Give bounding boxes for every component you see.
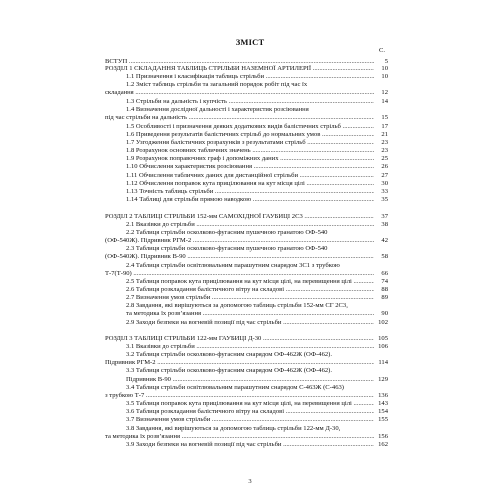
toc-entry-page: 106 xyxy=(378,343,388,350)
toc-entry xyxy=(126,376,388,384)
toc-entry xyxy=(126,343,388,351)
toc-entry-title: РОЗДІЛ 1 СКЛАДАННЯ ТАБЛИЦЬ СТРІЛЬБИ НАЗЕМНОЇ АРТИЛЕРІЇ ..... xyxy=(105,65,374,72)
toc-entry-title: (ОФ-540Ж). Підривник РГМ-2 ..... xyxy=(105,237,374,244)
toc-entry-title: 1.12 Обчислення поправок кута прицілювання на кут місця цілі ..... xyxy=(126,180,374,187)
toc-entry-title: 1.13 Точність таблиць стрільби ..... xyxy=(126,188,374,195)
toc-entry-title: 3.7 Визначення умов стрільби ..... xyxy=(126,416,374,423)
toc-entry xyxy=(126,262,388,270)
page-title: ЗМІСТ xyxy=(235,37,265,47)
toc-entry-page: 136 xyxy=(378,392,388,399)
toc-entry-title: 1.14 Таблиці для стрільби прямою наводкою ..... xyxy=(126,196,374,203)
toc-entry-title: 2.5 Таблиця поправок кута прицілювання на кут місця цілі, на перевищення цілі ..... xyxy=(126,278,374,285)
toc-entry-title: 1.1 Призначення і класифікація таблиць стрільби ..... xyxy=(126,73,374,80)
toc-entry-page: 105 xyxy=(378,335,388,342)
toc-entry-page: 5 xyxy=(384,58,388,65)
toc-entry xyxy=(126,229,388,237)
toc-entry xyxy=(126,131,388,139)
toc-entry-page: 155 xyxy=(378,416,388,423)
toc-entry xyxy=(126,73,388,81)
toc-entry-page: 21 xyxy=(381,131,388,138)
toc-entry-page: 154 xyxy=(378,408,388,415)
toc-entry xyxy=(126,81,388,89)
toc-entry xyxy=(126,302,388,310)
toc-entry-title: 1.9 Розрахунок поправочних граф і допоміжних даних ..... xyxy=(126,155,374,162)
toc-entry xyxy=(126,123,388,131)
toc-entry xyxy=(126,286,388,294)
toc-entry xyxy=(126,221,388,229)
toc-entry-title: 1.6 Приведення результатів балістичних стрільб до нормальних умов ..... xyxy=(126,131,374,138)
toc-entry xyxy=(105,392,388,400)
toc-entry-title: 1.8 Розрахунок основних табличних значень ..... xyxy=(126,147,374,154)
toc-entry-title: (ОФ-540Ж). Підривник В-90 ..... xyxy=(105,253,374,260)
toc-entry xyxy=(126,278,388,286)
toc-entry-title: складання ..... xyxy=(105,89,374,96)
toc-entry-title: під час стрільби на дальність ..... xyxy=(105,114,374,121)
toc-entry-page: 25 xyxy=(381,155,388,162)
toc-entry-page: 37 xyxy=(381,213,388,220)
toc-entry-page: 30 xyxy=(381,180,388,187)
toc-entry-page: 162 xyxy=(378,441,388,448)
toc-entry xyxy=(105,270,388,278)
toc-entry xyxy=(126,196,388,204)
toc-entry-title: та методика їх розв’язання ..... xyxy=(126,310,374,317)
toc-entry xyxy=(126,147,388,155)
toc-entry xyxy=(126,245,388,253)
toc-entry-title: 3.4 Таблиця стрільби освітлювальним парашутним снарядом С-463Ж (С-463) xyxy=(126,384,344,391)
toc-entry xyxy=(105,65,388,73)
toc-entry-title: та методика їх розв’язання ..... xyxy=(105,433,374,440)
toc-entry xyxy=(105,359,388,367)
toc-entry-page: 129 xyxy=(378,376,388,383)
toc-entry-title: 3.2 Таблиця стрільби осколково-фугасним снарядом ОФ-462Ж (ОФ-462). xyxy=(126,351,333,358)
toc-entry-page: 10 xyxy=(381,65,388,72)
toc-entry-title: 3.6 Таблиця розкладання балістичного вітру на складові ..... xyxy=(126,408,374,415)
toc-entry-page: 15 xyxy=(381,114,388,121)
toc-entry xyxy=(105,335,388,343)
toc-entry-title: РОЗДІЛ 3 ТАБЛИЦІ СТРІЛЬБИ 122-мм ГАУБИЦІ Д-30 ..... xyxy=(105,335,374,342)
toc-entry xyxy=(126,106,388,114)
toc-entry-page: 17 xyxy=(381,123,388,130)
toc-entry-title: з трубкою Т-7 ..... xyxy=(105,392,374,399)
page-number: 3 xyxy=(248,478,252,485)
toc-entry xyxy=(126,416,388,424)
toc-entry xyxy=(126,163,388,171)
toc-entry xyxy=(126,98,388,106)
toc-entry xyxy=(105,253,388,261)
toc-entry-page: 90 xyxy=(381,310,388,317)
toc-entry-title: 3.9 Заходи безпеки на вогневій позиції під час стрільби ..... xyxy=(126,441,374,448)
toc-entry xyxy=(105,237,388,245)
toc-entry-title: 3.8 Завдання, які вирішуються за допомогою таблиць стрільби 122-мм Д-30, xyxy=(126,425,341,432)
toc-entry xyxy=(126,180,388,188)
toc-entry xyxy=(126,155,388,163)
toc-entry-title: 1.4 Визначення дослідної дальності і характеристик розсіювання xyxy=(126,106,309,113)
toc-entry-page: 88 xyxy=(381,286,388,293)
toc-entry-page: 66 xyxy=(381,270,388,277)
toc-entry xyxy=(126,319,388,327)
toc-entry-page: 42 xyxy=(381,237,388,244)
toc-entry-title: 1.7 Узгодження балістичних розрахунків з результатами стрільб ..... xyxy=(126,139,374,146)
toc-entry-page: 156 xyxy=(378,433,388,440)
toc-entry-title: 1.3 Стрільби на дальність і купчість ..... xyxy=(126,98,374,105)
toc-entry-page: 12 xyxy=(381,89,388,96)
toc-entry-page: 27 xyxy=(381,172,388,179)
toc-entry-page: 33 xyxy=(381,188,388,195)
toc-entry-page: 74 xyxy=(381,278,388,285)
toc-entry xyxy=(126,425,388,433)
toc-entry-title: 2.9 Заходи безпеки на вогневій позиції під час стрільби ..... xyxy=(126,319,374,326)
toc-entry-title: 2.8 Завдання, які вирішуються за допомогою таблиць стрільби 152-мм СГ 2С3, xyxy=(126,302,348,309)
toc-entry-page: 143 xyxy=(378,400,388,407)
toc-entry-title: 3.1 Вказівки до стрільби ..... xyxy=(126,343,374,350)
toc-entry xyxy=(105,433,388,441)
toc-entry-page: 10 xyxy=(381,73,388,80)
toc-entry xyxy=(105,114,388,122)
toc-entry-title: РОЗДІЛ 2 ТАБЛИЦІ СТРІЛЬБИ 152-мм САМОХІДНОЇ ГАУБИЦІ 2С3 ..... xyxy=(105,213,374,220)
toc-entry xyxy=(126,294,388,302)
toc-entry-title: 1.2 Зміст таблиць стрільби та загальний порядок робіт під час їх xyxy=(126,81,308,88)
toc-entry-title: 2.4 Таблиця стрільби освітлювальним парашутним снарядом 3С1 з трубкою xyxy=(126,262,340,269)
toc-entry xyxy=(126,351,388,359)
toc-entry-page: 26 xyxy=(381,163,388,170)
toc-entry xyxy=(105,89,388,97)
toc-entry-title: Підривник В-90 ..... xyxy=(126,376,374,383)
toc-entry xyxy=(126,384,388,392)
toc-entry-page: 38 xyxy=(381,221,388,228)
toc-entry-page: 23 xyxy=(381,147,388,154)
toc-entry xyxy=(126,367,388,375)
toc-entry xyxy=(126,139,388,147)
toc-entry-page: 114 xyxy=(378,359,388,366)
toc-entry-page: 89 xyxy=(381,294,388,301)
toc-entry-title: 1.5 Особливості і призначення деяких додаткових видів балістичних стрільб ..... xyxy=(126,123,374,130)
toc-entry xyxy=(126,408,388,416)
toc-entry xyxy=(126,310,388,318)
toc-entry-title: Т-7(Т-90) ..... xyxy=(105,270,374,277)
page-column-header: С. xyxy=(378,47,385,54)
toc-entry xyxy=(126,400,388,408)
toc-entry-page: 35 xyxy=(381,196,388,203)
toc-entry xyxy=(126,441,388,449)
toc-entry-title: 2.6 Таблиця розкладання балістичного вітру на складові ..... xyxy=(126,286,374,293)
toc-entry-title: 2.2 Таблиця стрільби осколково-фугасним пушечною гранатою ОФ-540 xyxy=(126,229,328,236)
toc-entry-title: 1.10 Обчислення характеристик розсіювання ..... xyxy=(126,163,374,170)
toc-entry-title: 2.7 Визначення умов стрільби ..... xyxy=(126,294,374,301)
toc-entry-title: ВСТУП ..... xyxy=(105,58,374,65)
toc-entry-page: 58 xyxy=(381,253,388,260)
toc-entry-title: 3.3 Таблиця стрільби осколково-фугасним снарядом ОФ-462Ж (ОФ-462). xyxy=(126,367,333,374)
toc-entry-title: 2.1 Вказівки до стрільби ..... xyxy=(126,221,374,228)
toc-entry-page: 102 xyxy=(378,319,388,326)
toc-entry-title: 1.11 Обчислення табличних даних для дистанційної стрільби ..... xyxy=(126,172,374,179)
toc-entry-page: 14 xyxy=(381,98,388,105)
toc-entry xyxy=(126,188,388,196)
toc-entry-title: 2.3 Таблиця стрільби осколково-фугасним пушечною гранатою ОФ-540 xyxy=(126,245,328,252)
toc-entry-title: 3.5 Таблиця поправок кута прицілювання на кут місця цілі, на перевищення цілі ..... xyxy=(126,400,374,407)
toc-entry-title: Підривник РГМ-2 ..... xyxy=(105,359,374,366)
toc-entry-page: 23 xyxy=(381,139,388,146)
toc-entry xyxy=(105,213,388,221)
toc-entry xyxy=(126,172,388,180)
